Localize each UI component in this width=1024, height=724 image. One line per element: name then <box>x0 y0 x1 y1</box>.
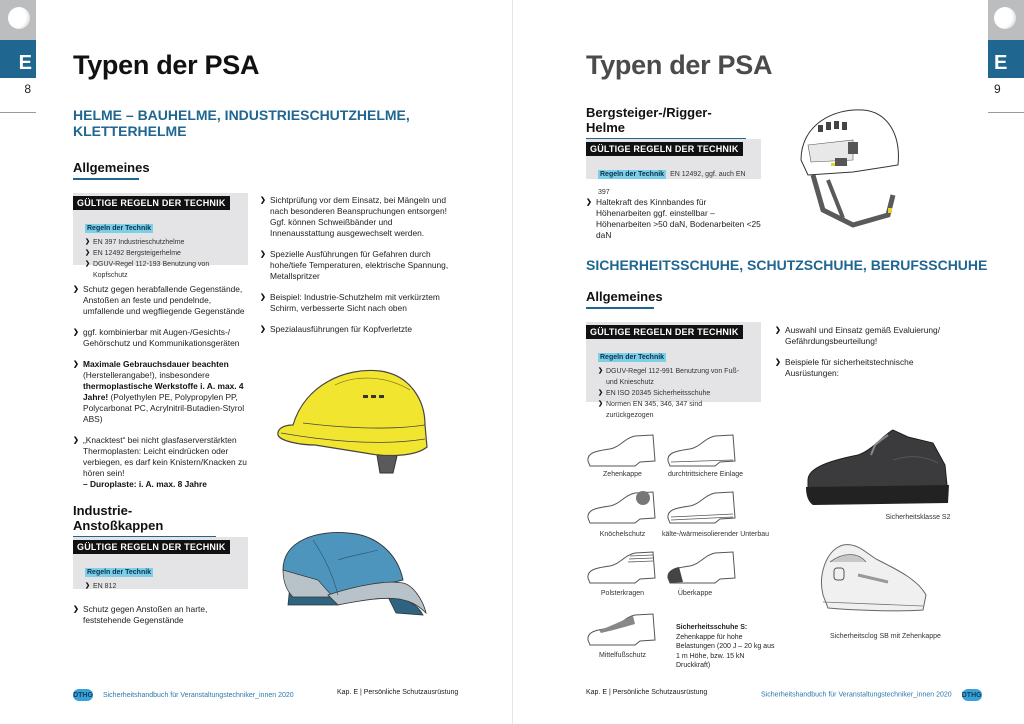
rules-box-header: GÜLTIGE REGELN DER TECHNIK <box>73 540 230 554</box>
footer-chapter: Kap. E | Persönliche Schutzausrüstung <box>586 689 708 696</box>
bullet-list <box>586 197 761 251</box>
rule-item: ❯ DGUV-Regel 112-991 Benutzung von Fuß- und Knieschutz <box>598 366 751 388</box>
bullet-item: ❯ Sichtprüfung vor dem Einsatz, bei Mängeln und nach besonderen Beanspruchungen entsorgen! Ggf. können Schweißbänder und Innenausstattung ausgewechselt werden. <box>260 195 450 239</box>
rules-box-header: GÜLTIGE REGELN DER TECHNIK <box>586 325 743 339</box>
rule-item: ❯ DGUV-Regel 112-193 Benutzung von Kopfschutz <box>85 259 238 281</box>
rule-item: ❯ Normen EN 345, 346, 347 sind zurückgezogen <box>598 399 751 421</box>
rules-box-header: GÜLTIGE REGELN DER TECHNIK <box>73 196 230 210</box>
rules-box <box>586 139 761 196</box>
footer <box>73 689 294 701</box>
bullet-item: ❯ Beispiel: Industrie-Schutzhelm mit verkürztem Schirm, verbesserte Sicht nach oben <box>260 292 450 314</box>
rules-box <box>73 193 248 279</box>
right-page <box>512 0 1024 724</box>
shoe-outline-icon <box>665 550 740 585</box>
divider <box>0 112 36 113</box>
divider <box>988 112 1024 113</box>
safety-clog-illustration <box>818 540 933 620</box>
bullet-item: ❯ Spezialausführungen für Kopfverletzte <box>260 324 450 335</box>
yellow-helmet-illustration <box>275 365 445 475</box>
moon-icon <box>8 7 30 29</box>
page-number: 9 <box>994 82 1001 96</box>
feature-caption: Mittelfußschutz <box>598 652 647 659</box>
bullet-item: ❯ Maximale Gebrauchsdauer beachten (Herstellerangabe!), insbesondere thermoplastische Werkstoffe i. A. max. 4 Jahre! (Polyethylen PE, Polypropylen PP, Polycarbonat PC, Acrylnitril-Butadien-Styrol ABS) <box>73 359 253 425</box>
chapter-letter: E <box>0 40 36 78</box>
feature-caption: Knöchelschutz <box>599 531 646 538</box>
dthg-logo: DTHG <box>962 689 982 701</box>
shoe-outline-icon <box>585 550 660 585</box>
footer-chapter: Kap. E | Persönliche Schutzausrüstung <box>337 689 459 696</box>
rules-tag: Regeln der Technik <box>600 354 665 361</box>
section-heading: SICHERHEITSSCHUHE, SCHUTZSCHUHE, BERUFSSCHUHE <box>586 257 988 273</box>
footer-publication: Sicherheitshandbuch für Veranstaltungstechniker_innen 2020 <box>761 691 952 699</box>
climbing-helmet-illustration <box>793 100 903 230</box>
feature-caption: Zehenkappe <box>603 471 642 478</box>
bullet-item: ❯ Schutz gegen Anstoßen an harte, feststehende Gegenstände <box>73 604 243 626</box>
feature-caption: Polsterkragen <box>600 590 645 597</box>
rules-tag: Regeln der Technik <box>87 569 152 576</box>
rules-box-header: GÜLTIGE REGELN DER TECHNIK <box>586 142 743 156</box>
page-title: Typen der PSA <box>73 50 260 80</box>
rules-tag: Regeln der Technik <box>87 225 152 232</box>
bump-cap-illustration <box>278 525 428 625</box>
page-title: Typen der PSA <box>586 50 773 80</box>
subheading-bergsteiger: Bergsteiger-/Rigger-Helme <box>586 105 746 140</box>
footer <box>761 689 982 701</box>
feature-caption: Überkappe <box>677 590 713 597</box>
rules-box <box>73 537 248 589</box>
rule-item: ❯ EN 12492 Bergsteigerhelme <box>85 248 238 259</box>
chapter-letter: E <box>988 40 1024 78</box>
bullet-list <box>775 325 965 389</box>
shoe-outline-icon <box>665 433 740 468</box>
rules-box <box>586 322 761 419</box>
clog-caption: Sicherheitsclog SB mit Zehenkappe <box>830 633 941 640</box>
footer-publication: Sicherheitshandbuch für Veranstaltungstechniker_innen 2020 <box>102 691 294 699</box>
shoe-outline-icon <box>585 612 660 647</box>
bullet-item: ❯ Spezielle Ausführungen für Gefahren durch hohe/tiefe Temperaturen, elektrische Spannung, Metallspritzer <box>260 249 450 282</box>
rules-tag: Regeln der Technik <box>600 171 665 178</box>
rule-item: ❯ EN 812 <box>85 581 238 592</box>
shoe-caption: Sicherheitsklasse S2 <box>885 514 951 521</box>
safety-shoe-s2-illustration <box>803 425 953 510</box>
bullet-list <box>260 195 450 345</box>
rule-item: ❯ EN 397 Industrieschutzhelme <box>85 237 238 248</box>
chapter-tab <box>988 0 1024 96</box>
chapter-tab <box>0 0 36 96</box>
subheading-allgemeines: Allgemeines <box>73 160 139 180</box>
feature-caption: kälte-/wärmeisolierender Unterbau <box>662 531 769 538</box>
bullet-item: ❯ Schutz gegen herabfallende Gegenstände, Anstoßen an feste und pendelnde, umfallende und wegfliegende Gegenstände <box>73 284 253 317</box>
dthg-logo: DTHG <box>73 689 93 701</box>
section-heading: HELME – BAUHELME, INDUSTRIESCHUTZHELME, KLETTERHELME <box>73 107 410 139</box>
bullet-list <box>73 604 243 636</box>
feature-caption: durchtrittsichere Einlage <box>667 471 744 478</box>
shoe-outline-icon <box>585 433 660 468</box>
bullet-item: ❯ Auswahl und Einsatz gemäß Evaluierung/ Gefährdungsbeurteilung! <box>775 325 965 347</box>
subheading-allgemeines: Allgemeines <box>586 289 654 309</box>
page-number: 8 <box>24 82 31 96</box>
bullet-item: ❯ Beispiele für sicherheitstechnische Ausrüstungen: <box>775 357 965 379</box>
rule-value: EN 12492, ggf. auch EN 397 <box>598 171 746 196</box>
shoe-outline-icon <box>665 490 740 525</box>
bullet-list <box>73 284 253 500</box>
bullet-item: ❯ Haltekraft des Kinnbandes für Höhenarbeiten ggf. einstellbar – Höhenarbeiten >50 daN, Bodenarbeiten <25 daN <box>586 197 761 241</box>
moon-icon <box>994 7 1016 29</box>
shoe-outline-icon <box>585 490 660 525</box>
bullet-item: ❯ „Knacktest“ bei nicht glasfaserverstärkten Thermoplasten: Leicht eindrücken oder verbiegen, es darf kein Knistern/Knacken zu hören sein! – Duroplaste: i. A. max. 8 Jahre <box>73 435 253 490</box>
rule-item: ❯ EN ISO 20345 Sicherheitsschuhe <box>598 388 751 399</box>
s-class-note: Sicherheitsschuhe S: Zehenkappe für hohe Belastungen (200 J – 20 kg aus 1 m Höhe, bzw. 15 kN Druckkraft) <box>676 624 775 669</box>
subheading-anstosskappen: Industrie-Anstoßkappen <box>73 503 216 538</box>
bullet-item: ❯ ggf. kombinierbar mit Augen-/Gesichts-/ Gehörschutz und Kommunikationsgeräten <box>73 327 253 349</box>
